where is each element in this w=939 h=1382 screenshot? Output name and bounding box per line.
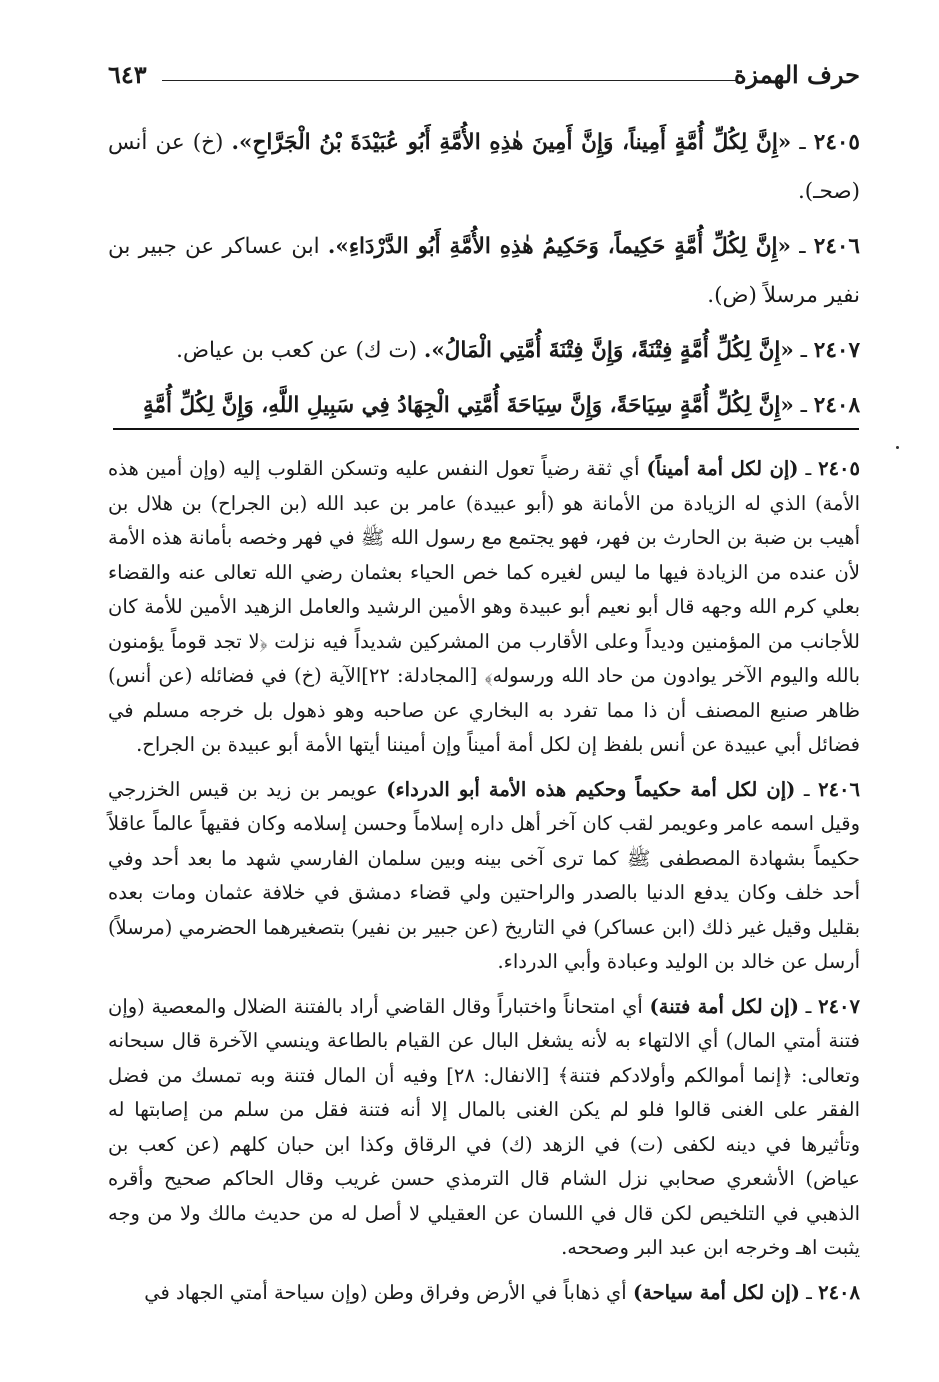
hadith-number: ٢٤٠٨ xyxy=(813,393,860,418)
hadith-number: ٢٤٠٥ xyxy=(813,130,860,155)
commentary-paragraph xyxy=(108,773,860,980)
print-speck xyxy=(896,446,899,449)
hadith-entry xyxy=(108,118,860,216)
commentary-number: ٢٤٠٧ xyxy=(818,994,861,1018)
hadith-entry xyxy=(108,222,860,320)
commentary-section xyxy=(108,452,860,1320)
commentary-number: ٢٤٠٨ xyxy=(818,1280,860,1304)
commentary-paragraph xyxy=(108,452,860,763)
page-header xyxy=(108,58,860,94)
hadith-source: ابن عساكر عن جبير بن نفير مرسلاً (ض). xyxy=(108,234,860,308)
hadith-dash: ـ xyxy=(800,393,807,418)
chapter-title: حرف الهمزة xyxy=(733,60,860,89)
hadith-text: «إِنَّ لِكُلِّ أُمَّةٍ فِتْنَةً، وَإِنَّ فِتْنَةَ أُمَّتِي الْمَالُ». xyxy=(423,338,794,363)
hadith-entry xyxy=(108,381,860,430)
commentary-lead: (إن لكل أمة سياحة) xyxy=(632,1280,800,1304)
hadith-source: (خ) عن أنس (صحـ). xyxy=(108,130,860,204)
hadith-number: ٢٤٠٦ xyxy=(813,234,860,259)
commentary-body: أي ذهاباً في الأرض وفراق وطن (وإن سياحة أمتي الجهاد في xyxy=(144,1280,627,1304)
commentary-number: ٢٤٠٥ xyxy=(818,457,860,480)
page-number: ٦٤٣ xyxy=(108,60,147,89)
hadith-text: «إِنَّ لِكُلِّ أُمَّةٍ حَكِيماً، وَحَكِيمُ هٰذِهِ الأُمَّةِ أَبُو الدَّرْدَاءِ». xyxy=(327,234,791,259)
hadith-source: (ت ك) عن كعب بن عياض. xyxy=(176,338,418,363)
commentary-dash: ـ xyxy=(803,777,810,801)
commentary-paragraph xyxy=(108,990,860,1266)
commentary-dash: ـ xyxy=(806,1280,812,1304)
commentary-lead: (إن لكل أمة حكيماً وحكيم هذه الأمة أبو الدرداء) xyxy=(386,777,796,801)
commentary-lead: (إن لكل أمة فتنة) xyxy=(649,994,799,1018)
commentary-body: عويمر بن زيد بن قيس الخزرجي وقيل اسمه عامر وعويمر لقب كان آخر أهل داره إسلاماً وحسن إسلامه وكان فقيهاً عالماً عاقلاً حكيماً بشهادة المصطفى ﷺ كما ترى آخى بينه وبين سلمان الفارسي شهد ما بعد أحد وفي أحد خلف وكان يدفع الدنيا بالصدر والراحتين ولي قضاء دمشق في خلافة عثمان ومات بعده بقليل وقيل غير ذلك (ابن عساكر) في التاريخ (عن جبير بن نفير) بتصغيرهما الحضرمي (مرسلاً) أرسل عن خالد بن الوليد وعبادة وأبي الدرداء. xyxy=(108,777,860,973)
hadith-dash: ـ xyxy=(800,338,807,363)
commentary-dash: ـ xyxy=(805,994,812,1018)
hadith-number: ٢٤٠٧ xyxy=(813,338,860,363)
commentary-paragraph xyxy=(108,1276,860,1311)
hadith-text-section xyxy=(108,118,860,436)
commentary-lead: (إن لكل أمة أميناً) xyxy=(646,457,799,480)
commentary-body: أي امتحاناً واختباراً وقال القاضي أراد بالفتنة الضلال والمعصية (وإن فتنة أمتي المال) أي الالتهاء به لأنه يشغل البال عن القيام بالطاعة وينسي الآخرة قال سبحانه وتعالى: ﴿إنما أموالكم وأولادكم فتنة﴾ [الانفال: ٢٨] وفيه أن المال فتنة وبه تمسك من فضل الفقر على الغنى قالوا فلو لم يكن الغنى بالمال إلا أنه فتنة فقل من سلم من إصابتها له وتأثيرها في دينه لكفى (ت) في الزهد (ك) في الرقاق وكذا ابن حبان كلهم (عن كعب بن عياض) الأشعري صحابي نزل الشام قال الترمذي حسن غريب وقال الحاكم صحيح وأقره الذهبي في التلخيص لكن قال في اللسان عن العقيلي لا أصل له من حديث مالك ولا من وجه يثبت اهـ وخرجه ابن عبد البر وصححه. xyxy=(108,994,860,1259)
header-rule xyxy=(162,80,738,81)
hadith-text: «إِنَّ لِكُلِّ أُمَّةٍ سِيَاحَةً، وَإِنَّ سِيَاحَةَ أُمَّتِي الْجِهَادُ فِي سَبِيلِ اللَّهِ، وَإِنَّ لِكُلِّ أُمَّةٍ xyxy=(142,393,794,418)
hadith-dash: ـ xyxy=(799,130,806,155)
hadith-dash: ـ xyxy=(799,234,806,259)
hadith-text: «إِنَّ لِكُلِّ أُمَّةٍ أَمِيناً، وَإِنَّ أَمِينَ هٰذِهِ الأُمَّةِ أَبُو عُبَيْدَةَ بْنُ الْجَرَّاحِ». xyxy=(231,130,792,155)
commentary-body: أي ثقة رضياً تعول النفس عليه وتسكن القلوب إليه (وإن أمين هذه الأمة) الذي له الزيادة من الأمانة هو (أبو عبيدة) عامر بن عبد الله (بن الجراح) بن هلال بن أهيب بن ضبة بن الحارث بن فهر، فهو يجتمع مع رسول الله ﷺ في فهر وخصه بأمانة هذه الأمة لأن عنده من الزيادة فيها ما ليس لغيره كما خص الحياء بعثمان رضي الله تعالى عنه والقضاء بعلي كرم الله وجهه قال أبو نعيم أبو عبيدة وهو الأمين الرشيد والعامل الزهيد الأمين للأمة كان للأجانب من المؤمنين وديداً وعلى الأقارب من المشركين شديداً فيه نزلت ﴿لا تجد قوماً يؤمنون بالله واليوم الآخر يوادون من حاد الله ورسوله﴾ [المجادلة: ٢٢]الآية (خ) في فضائله (عن أنس) ظاهر صنيع المصنف أن ذا مما تفرد به البخاري عن صاحبه وهو ذهول بل خرجه مسلم في فضائل أبي عبيدة عن أنس بلفظ إن لكل أمة أميناً وإن أميننا أيتها الأمة أبو عبيدة بن الجراح. xyxy=(108,457,860,756)
commentary-dash: ـ xyxy=(805,457,812,480)
commentary-number: ٢٤٠٦ xyxy=(818,777,860,801)
footnote-separator xyxy=(113,428,859,430)
hadith-entry xyxy=(108,326,860,375)
